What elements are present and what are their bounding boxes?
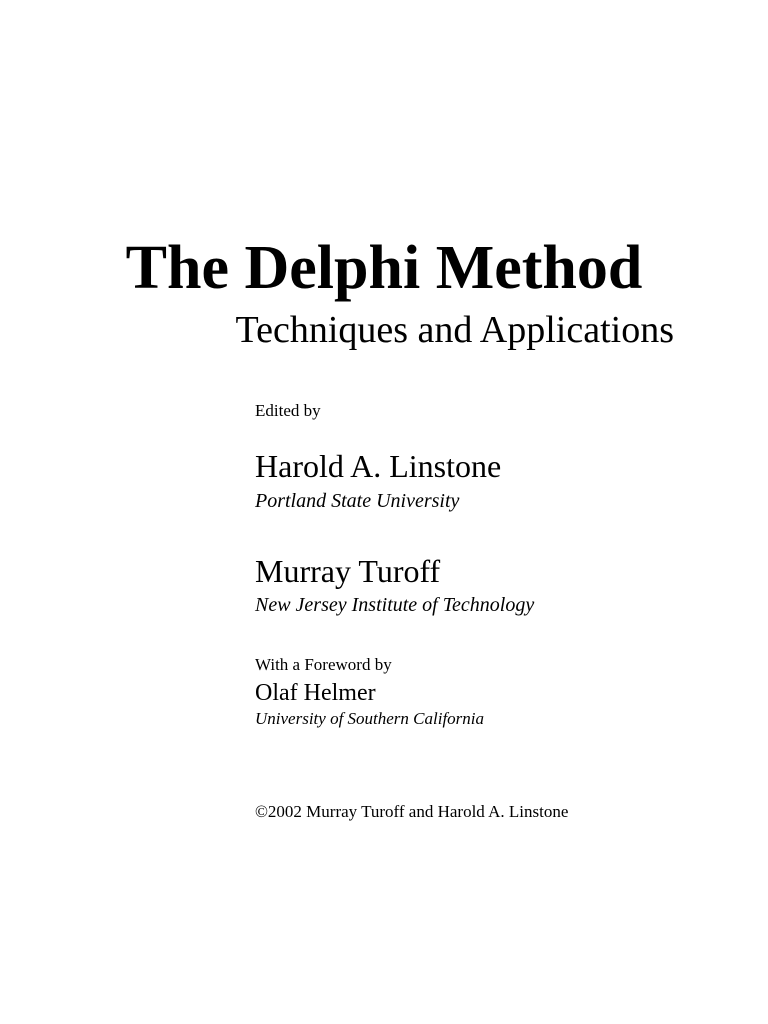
editor-1-affiliation: Portland State University xyxy=(255,490,460,512)
book-subtitle: Techniques and Applications xyxy=(235,309,674,351)
edited-by-label: Edited by xyxy=(255,401,321,420)
editor-1-name: Harold A. Linstone xyxy=(255,448,502,484)
foreword-author-name: Olaf Helmer xyxy=(255,680,376,706)
editor-2-name: Murray Turoff xyxy=(255,553,441,589)
editor-2-affiliation: New Jersey Institute of Technology xyxy=(255,594,535,616)
book-title: The Delphi Method xyxy=(125,234,643,302)
foreword-author-affiliation: University of Southern California xyxy=(255,709,485,728)
copyright-notice: ©2002 Murray Turoff and Harold A. Linstone xyxy=(255,802,569,821)
foreword-label: With a Foreword by xyxy=(255,655,392,674)
